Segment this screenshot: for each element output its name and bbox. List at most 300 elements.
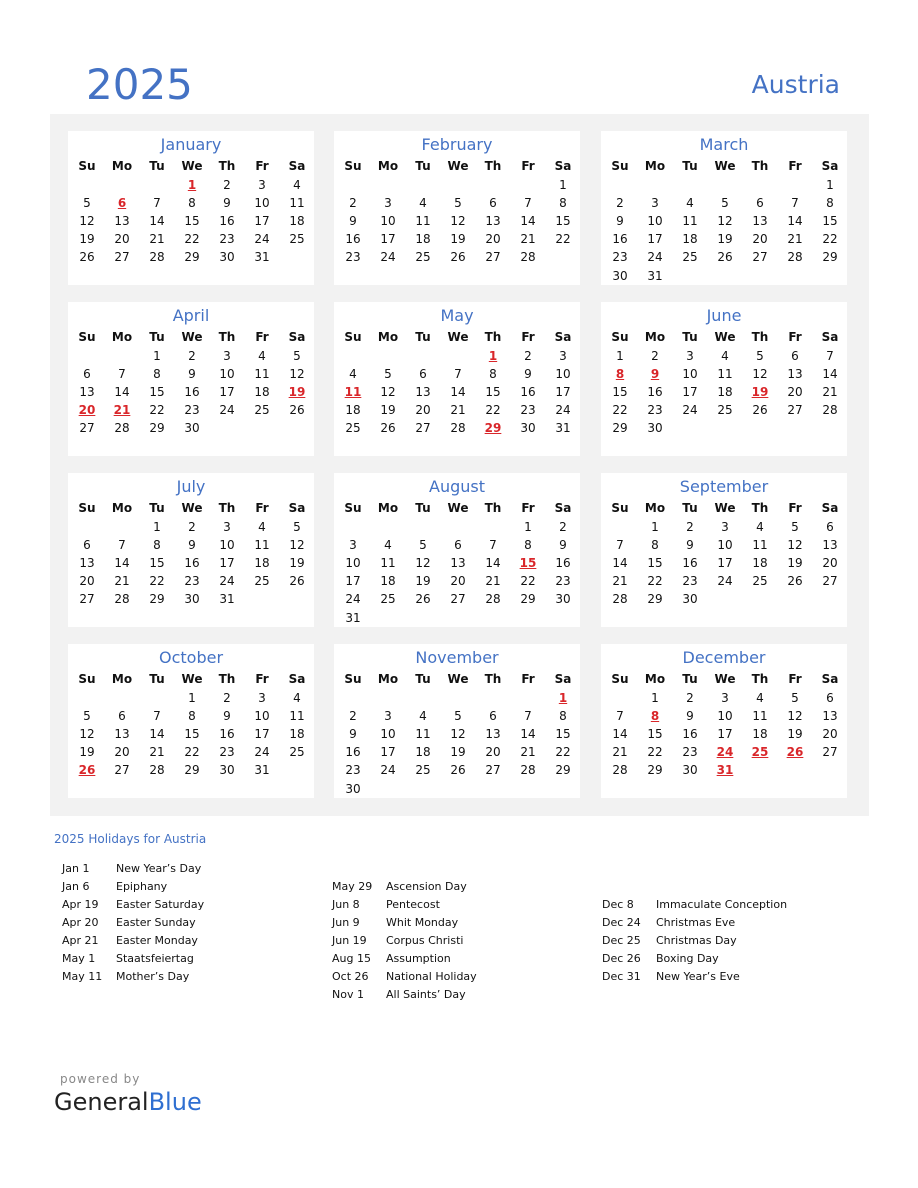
day-cell: 7	[118, 367, 126, 381]
weekday-label: Fr	[255, 672, 269, 686]
day-cell: 15	[647, 727, 663, 741]
weekday-label: We	[447, 159, 469, 173]
weekday-label: Su	[611, 672, 629, 686]
day-cell: 11	[717, 367, 733, 381]
day-cell: 20	[450, 574, 466, 588]
day-cell: 8	[826, 196, 834, 210]
day-cell: 1	[616, 349, 624, 363]
day-cell: 8	[188, 709, 196, 723]
weekday-label: Su	[611, 330, 629, 344]
weekday-label: Tu	[682, 330, 698, 344]
day-cell: 14	[612, 556, 628, 570]
day-cell: 26	[79, 250, 95, 264]
day-cell: 15	[485, 385, 501, 399]
day-cell: 22	[184, 745, 200, 759]
day-cell: 8	[559, 709, 567, 723]
weekday-label: Su	[78, 330, 96, 344]
day-cell: 16	[219, 214, 235, 228]
day-cell: 22	[555, 232, 571, 246]
weekday-label: We	[181, 159, 203, 173]
day-cell: 10	[345, 556, 361, 570]
day-cell: 1	[826, 178, 834, 192]
brand-blue: Blue	[148, 1088, 202, 1116]
day-cell: 7	[524, 709, 532, 723]
day-cell: 27	[822, 574, 838, 588]
day-cell: 13	[114, 727, 130, 741]
day-cell: 23	[555, 574, 571, 588]
day-cell: 7	[826, 349, 834, 363]
day-cell: 6	[826, 691, 834, 705]
day-cell: 29	[149, 421, 165, 435]
day-cell: 18	[345, 403, 361, 417]
day-cell: 4	[756, 520, 764, 534]
day-cell: 31	[254, 763, 270, 777]
day-cell: 14	[485, 556, 501, 570]
day-cell: 28	[149, 763, 165, 777]
day-cell: 2	[686, 691, 694, 705]
weekday-label: Su	[78, 672, 96, 686]
day-cell: 4	[258, 349, 266, 363]
day-cell: 5	[454, 196, 462, 210]
day-cell: 27	[787, 403, 803, 417]
weekday-label: Sa	[288, 159, 306, 173]
day-cell: 29	[647, 763, 663, 777]
day-cell: 30	[520, 421, 536, 435]
weekday-label: Mo	[644, 501, 666, 515]
month-9	[68, 644, 314, 798]
day-cell: 22	[822, 232, 838, 246]
weekday-label: Su	[344, 330, 362, 344]
day-cell: 24	[555, 403, 571, 417]
day-cell: 22	[647, 745, 663, 759]
day-cell: 11	[289, 196, 305, 210]
holiday-date: May 11	[62, 970, 103, 983]
weekday-label: Sa	[288, 330, 306, 344]
month-11	[601, 644, 847, 798]
holiday-date: Nov 1	[332, 988, 364, 1001]
month-0	[68, 131, 314, 285]
weekday-label: Su	[78, 159, 96, 173]
day-cell: 23	[219, 232, 235, 246]
day-cell: 15	[555, 214, 571, 228]
day-cell: 28	[520, 250, 536, 264]
day-cell: 24	[682, 403, 698, 417]
day-cell: 4	[721, 349, 729, 363]
day-cell: 12	[717, 214, 733, 228]
day-cell: 18	[254, 556, 270, 570]
holiday-day: 25	[751, 745, 769, 759]
day-cell: 3	[721, 520, 729, 534]
day-cell: 5	[83, 709, 91, 723]
day-cell: 16	[184, 556, 200, 570]
day-cell: 14	[822, 367, 838, 381]
weekday-label: Fr	[521, 672, 535, 686]
day-cell: 8	[524, 538, 532, 552]
day-cell: 6	[826, 520, 834, 534]
day-cell: 7	[118, 538, 126, 552]
day-cell: 10	[717, 538, 733, 552]
day-cell: 31	[647, 269, 663, 283]
day-cell: 9	[686, 538, 694, 552]
day-cell: 22	[520, 574, 536, 588]
day-cell: 28	[612, 763, 628, 777]
day-cell: 25	[345, 421, 361, 435]
day-cell: 18	[289, 214, 305, 228]
day-cell: 5	[83, 196, 91, 210]
weekday-label: Th	[751, 501, 769, 515]
weekday-label: Fr	[255, 501, 269, 515]
holiday-day: 24	[716, 745, 734, 759]
day-cell: 30	[682, 763, 698, 777]
day-cell: 8	[153, 367, 161, 381]
day-cell: 1	[524, 520, 532, 534]
weekday-label: Tu	[682, 159, 698, 173]
day-cell: 25	[289, 232, 305, 246]
weekday-label: Su	[344, 672, 362, 686]
day-cell: 29	[520, 592, 536, 606]
holiday-name: National Holiday	[386, 970, 477, 983]
day-cell: 12	[450, 727, 466, 741]
weekday-label: We	[714, 672, 736, 686]
day-cell: 13	[485, 727, 501, 741]
day-cell: 11	[682, 214, 698, 228]
day-cell: 27	[114, 763, 130, 777]
day-cell: 30	[555, 592, 571, 606]
day-cell: 8	[188, 196, 196, 210]
day-cell: 2	[349, 196, 357, 210]
day-cell: 13	[787, 367, 803, 381]
day-cell: 20	[752, 232, 768, 246]
day-cell: 13	[79, 385, 95, 399]
weekday-label: We	[714, 330, 736, 344]
day-cell: 13	[822, 709, 838, 723]
day-cell: 28	[149, 250, 165, 264]
day-cell: 28	[612, 592, 628, 606]
day-cell: 22	[485, 403, 501, 417]
day-cell: 27	[415, 421, 431, 435]
day-cell: 21	[450, 403, 466, 417]
day-cell: 12	[79, 214, 95, 228]
day-cell: 30	[647, 421, 663, 435]
day-cell: 12	[787, 538, 803, 552]
day-cell: 27	[450, 592, 466, 606]
month-6	[68, 473, 314, 627]
day-cell: 25	[717, 403, 733, 417]
day-cell: 6	[83, 367, 91, 381]
day-cell: 5	[721, 196, 729, 210]
weekday-label: Su	[611, 159, 629, 173]
month-10	[334, 644, 580, 798]
day-cell: 7	[616, 538, 624, 552]
day-cell: 22	[612, 403, 628, 417]
day-cell: 16	[520, 385, 536, 399]
day-cell: 4	[349, 367, 357, 381]
day-cell: 26	[289, 403, 305, 417]
day-cell: 10	[380, 214, 396, 228]
day-cell: 10	[717, 709, 733, 723]
day-cell: 9	[349, 214, 357, 228]
weekday-label: Th	[484, 672, 502, 686]
weekday-label: Th	[218, 330, 236, 344]
day-cell: 10	[254, 196, 270, 210]
day-cell: 11	[415, 727, 431, 741]
day-cell: 18	[752, 727, 768, 741]
month-title: May	[440, 306, 474, 325]
month-title: March	[699, 135, 749, 154]
day-cell: 29	[822, 250, 838, 264]
holiday-day: 6	[117, 196, 127, 210]
holiday-name: Boxing Day	[656, 952, 719, 965]
holiday-name: All Saints’ Day	[386, 988, 466, 1001]
day-cell: 8	[153, 538, 161, 552]
weekday-label: Mo	[644, 159, 666, 173]
day-cell: 1	[651, 520, 659, 534]
day-cell: 11	[752, 538, 768, 552]
day-cell: 5	[293, 349, 301, 363]
day-cell: 23	[612, 250, 628, 264]
day-cell: 30	[219, 250, 235, 264]
weekday-label: Fr	[521, 159, 535, 173]
day-cell: 28	[485, 592, 501, 606]
day-cell: 7	[153, 196, 161, 210]
day-cell: 13	[114, 214, 130, 228]
day-cell: 9	[559, 538, 567, 552]
day-cell: 3	[559, 349, 567, 363]
day-cell: 12	[787, 709, 803, 723]
day-cell: 24	[380, 763, 396, 777]
day-cell: 19	[450, 745, 466, 759]
day-cell: 30	[612, 269, 628, 283]
day-cell: 9	[188, 367, 196, 381]
weekday-label: Th	[751, 672, 769, 686]
day-cell: 11	[752, 709, 768, 723]
day-cell: 4	[293, 691, 301, 705]
day-cell: 19	[717, 232, 733, 246]
weekday-label: We	[447, 672, 469, 686]
day-cell: 14	[450, 385, 466, 399]
day-cell: 23	[647, 403, 663, 417]
holiday-day: 15	[519, 556, 537, 570]
holiday-name: Christmas Eve	[656, 916, 736, 929]
day-cell: 13	[485, 214, 501, 228]
day-cell: 22	[149, 403, 165, 417]
day-cell: 16	[612, 232, 628, 246]
holiday-date: Dec 25	[602, 934, 641, 947]
weekday-label: Tu	[682, 501, 698, 515]
day-cell: 1	[559, 178, 567, 192]
day-cell: 10	[682, 367, 698, 381]
month-title: January	[160, 135, 222, 154]
day-cell: 16	[682, 556, 698, 570]
day-cell: 3	[384, 709, 392, 723]
day-cell: 7	[454, 367, 462, 381]
day-cell: 2	[223, 691, 231, 705]
brand-logo	[54, 1088, 202, 1116]
holiday-name: Immaculate Conception	[656, 898, 788, 911]
day-cell: 17	[219, 385, 235, 399]
day-cell: 17	[345, 574, 361, 588]
holiday-name: Whit Monday	[386, 916, 459, 929]
day-cell: 2	[524, 349, 532, 363]
day-cell: 28	[787, 250, 803, 264]
day-cell: 25	[254, 403, 270, 417]
day-cell: 27	[485, 763, 501, 777]
weekday-label: Sa	[288, 501, 306, 515]
day-cell: 8	[651, 538, 659, 552]
day-cell: 12	[415, 556, 431, 570]
day-cell: 21	[612, 574, 628, 588]
day-cell: 15	[149, 556, 165, 570]
holiday-date: Dec 24	[602, 916, 641, 929]
holiday-day: 20	[78, 403, 96, 417]
day-cell: 22	[149, 574, 165, 588]
day-cell: 29	[184, 763, 200, 777]
weekday-label: We	[447, 330, 469, 344]
day-cell: 26	[380, 421, 396, 435]
month-title: February	[421, 135, 493, 154]
day-cell: 29	[555, 763, 571, 777]
holiday-day: 8	[650, 709, 660, 723]
day-cell: 29	[647, 592, 663, 606]
day-cell: 28	[114, 421, 130, 435]
day-cell: 30	[184, 421, 200, 435]
day-cell: 21	[149, 232, 165, 246]
weekday-label: Su	[344, 159, 362, 173]
day-cell: 11	[289, 709, 305, 723]
day-cell: 6	[454, 538, 462, 552]
weekday-label: Tu	[415, 330, 431, 344]
day-cell: 20	[415, 403, 431, 417]
day-cell: 3	[258, 178, 266, 192]
day-cell: 17	[717, 727, 733, 741]
holiday-date: Jun 8	[332, 898, 360, 911]
day-cell: 10	[380, 727, 396, 741]
day-cell: 26	[787, 574, 803, 588]
day-cell: 12	[450, 214, 466, 228]
day-cell: 21	[149, 745, 165, 759]
day-cell: 25	[752, 574, 768, 588]
day-cell: 26	[717, 250, 733, 264]
day-cell: 18	[752, 556, 768, 570]
holiday-date: Jan 1	[62, 862, 90, 875]
day-cell: 12	[752, 367, 768, 381]
year-title: 2025	[86, 60, 193, 109]
day-cell: 25	[289, 745, 305, 759]
weekday-label: Tu	[415, 672, 431, 686]
day-cell: 30	[219, 763, 235, 777]
day-cell: 3	[686, 349, 694, 363]
weekday-label: Th	[218, 672, 236, 686]
month-3	[68, 302, 314, 456]
holiday-name: Pentecost	[386, 898, 440, 911]
holiday-date: Dec 26	[602, 952, 641, 965]
day-cell: 23	[184, 574, 200, 588]
day-cell: 10	[219, 367, 235, 381]
holiday-date: Jun 9	[332, 916, 360, 929]
day-cell: 4	[419, 709, 427, 723]
day-cell: 1	[153, 349, 161, 363]
holiday-day: 8	[615, 367, 625, 381]
holiday-date: May 29	[332, 880, 373, 893]
day-cell: 22	[184, 232, 200, 246]
day-cell: 10	[219, 538, 235, 552]
holiday-name: New Year’s Day	[116, 862, 202, 875]
day-cell: 11	[254, 367, 270, 381]
day-cell: 14	[612, 727, 628, 741]
day-cell: 3	[223, 349, 231, 363]
weekday-label: Mo	[377, 501, 399, 515]
day-cell: 26	[289, 574, 305, 588]
day-cell: 2	[223, 178, 231, 192]
day-cell: 20	[114, 232, 130, 246]
day-cell: 28	[520, 763, 536, 777]
day-cell: 2	[188, 520, 196, 534]
weekday-label: Su	[78, 501, 96, 515]
weekday-label: Fr	[788, 501, 802, 515]
month-2	[601, 131, 847, 285]
day-cell: 19	[79, 745, 95, 759]
day-cell: 27	[114, 250, 130, 264]
holiday-day: 19	[751, 385, 769, 399]
day-cell: 3	[384, 196, 392, 210]
day-cell: 24	[345, 592, 361, 606]
day-cell: 19	[450, 232, 466, 246]
day-cell: 19	[380, 403, 396, 417]
day-cell: 14	[787, 214, 803, 228]
day-cell: 17	[254, 727, 270, 741]
day-cell: 9	[349, 727, 357, 741]
day-cell: 9	[524, 367, 532, 381]
day-cell: 29	[612, 421, 628, 435]
day-cell: 22	[647, 574, 663, 588]
weekday-label: Th	[751, 159, 769, 173]
day-cell: 5	[454, 709, 462, 723]
holiday-date: Jan 6	[62, 880, 90, 893]
holiday-date: Oct 26	[332, 970, 369, 983]
month-1	[334, 131, 580, 285]
day-cell: 24	[254, 745, 270, 759]
day-cell: 5	[791, 520, 799, 534]
day-cell: 18	[415, 745, 431, 759]
day-cell: 13	[752, 214, 768, 228]
day-cell: 15	[555, 727, 571, 741]
holiday-name: New Year’s Eve	[656, 970, 740, 983]
day-cell: 10	[555, 367, 571, 381]
weekday-label: We	[447, 501, 469, 515]
day-cell: 26	[415, 592, 431, 606]
day-cell: 9	[686, 709, 694, 723]
day-cell: 7	[616, 709, 624, 723]
day-cell: 16	[555, 556, 571, 570]
day-cell: 18	[254, 385, 270, 399]
holiday-name: Corpus Christi	[386, 934, 464, 947]
weekday-label: Tu	[149, 330, 165, 344]
day-cell: 14	[114, 385, 130, 399]
month-title: November	[415, 648, 499, 667]
weekday-label: Sa	[554, 330, 572, 344]
weekday-label: Mo	[111, 330, 133, 344]
day-cell: 21	[787, 232, 803, 246]
day-cell: 7	[791, 196, 799, 210]
day-cell: 20	[822, 727, 838, 741]
day-cell: 19	[787, 556, 803, 570]
day-cell: 28	[822, 403, 838, 417]
day-cell: 23	[219, 745, 235, 759]
day-cell: 25	[254, 574, 270, 588]
month-title: August	[429, 477, 485, 496]
day-cell: 6	[489, 196, 497, 210]
day-cell: 13	[415, 385, 431, 399]
